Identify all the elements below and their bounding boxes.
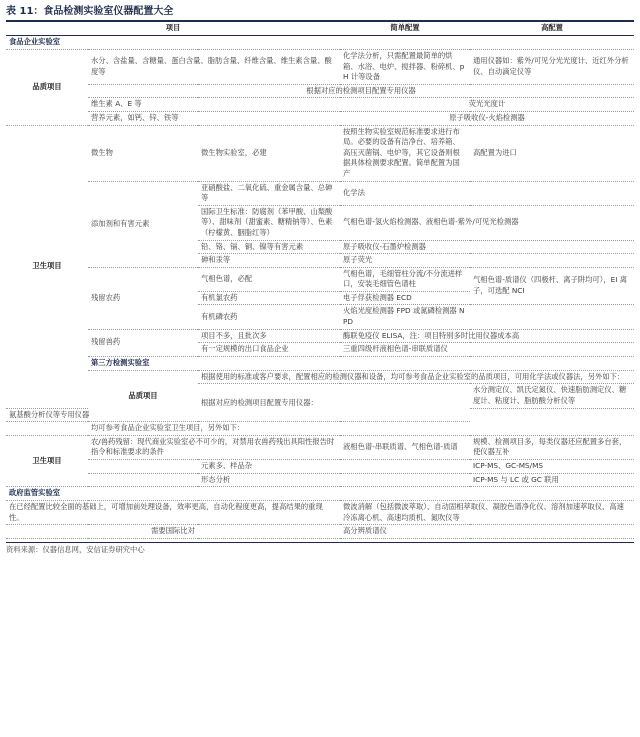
source-note: 资料来源：仪器信息网，安信证券研究中心 [6, 542, 634, 555]
high-cell: 高配置为进口 [470, 125, 634, 181]
simple-cell: 微波消解（包括微波萃取）、自动固相萃取仪、凝胶色谱净化仪、溶剂加速萃取仪、高速冷冻离心机、高速均质机、氮吹仪等 [340, 501, 634, 525]
item-cell: 砷和汞等 [198, 254, 340, 268]
item-cell: 根据对应的检测项目配置专用仪器： [198, 384, 470, 422]
section-title: 第三方检测实验室 [88, 356, 634, 370]
simple-cell: 气相色谱-氢火焰检测器、液相色谱-紫外/可见光检测器 [340, 205, 634, 240]
section-row [6, 487, 634, 501]
simple-cell: 火焰光度检测器 FPD 或氮磷检测器 NPD [340, 305, 470, 329]
high-cell: ICP-MS 与 LC 或 GC 联用 [470, 473, 634, 487]
table-row [6, 111, 634, 125]
subcategory-cell: 残留农药 [88, 267, 198, 329]
table-row [6, 435, 634, 459]
table-row [6, 98, 634, 112]
table-row [6, 84, 634, 98]
item-cell: 需要国际比对 [6, 525, 340, 539]
simple-cell: 原子吸收仪-石墨炉检测器 [340, 240, 634, 254]
simple-cell: 电子俘获检测器 ECD [340, 291, 470, 305]
item-cell: 亚硝酸盐、二氧化硫、重金属含量、总砷等 [198, 181, 340, 205]
high-cell: 气相色谱-质谱仪（四极杆、离子阱均可），EI 离子，可选配 NCI [470, 267, 634, 305]
high-cell: 荧光光度计 [340, 98, 634, 112]
simple-cell: 液相色谱-串联质谱、气相色谱-质谱 [340, 435, 470, 459]
table-caption: 表 11：食品检测实验室仪器配置大全 [6, 6, 174, 17]
blank-cell [6, 422, 88, 436]
text-cell: 均可参考食品企业实验室卫生项目，另外如下： [88, 422, 634, 436]
high-cell: 原子吸收仪-火焰检测器 [340, 111, 634, 125]
item-cell: 水分、含盐量、含糖量、蛋白含量、脂肪含量、纤维含量、维生素含量、酸度等 [88, 50, 340, 85]
item-cell: 铅、铬、镉、铜、镍等有害元素 [198, 240, 340, 254]
text-cell: 根据使用的标准或客户要求，配置相应的检测仪器和设备，均可参考食品企业实验室的品质项目，可用化学法或仪器法，另外如下： [198, 370, 634, 384]
item-cell: 气相色谱，必配 [198, 267, 340, 291]
simple-cell: 高分辨质谱仪 [340, 525, 634, 539]
simple-cell: 水分测定仪、凯氏定氮仪、快速脂肪测定仪、糖度计、粘度计、脂肪酸分析仪等 [470, 384, 634, 408]
simple-cell: 按照生物实验室规范标准要求进行布局。必要的设备有洁净台、培养箱、高压灭菌锅、电炉等，其它设备则根据具体检测要求配置。简单配置为国产 [340, 125, 470, 181]
table-row [6, 422, 634, 436]
table-row [6, 267, 634, 291]
high-cell-empty [470, 305, 634, 329]
table-row [6, 525, 634, 539]
high-cell: 规模、检测项目多，每类仪器还应配置多台套，使仪器互补 [470, 435, 634, 459]
table-row [6, 50, 634, 85]
table-row [6, 329, 634, 343]
item-cell: 在已经配置比较全面的基础上，可增加前处理设备，效率更高，自动化程度更高，提高结果的重现性。 [6, 501, 340, 525]
subcategory-cell: 添加剂和有害元素 [88, 181, 198, 267]
category-label: 品质项目 [88, 370, 198, 421]
item-cell: 项目不多，且批次多 [198, 329, 340, 343]
header-item: 项目 [6, 22, 340, 36]
item-cell: 有一定规模的出口食品企业 [198, 343, 340, 357]
section-title: 政府监管实验室 [6, 487, 634, 501]
item-cell: 维生素 A、E 等 [88, 98, 340, 112]
section-title: 食品企业实验室 [6, 36, 634, 50]
table-row [6, 125, 634, 181]
item-cell: 国际卫生标准：防腐剂（苯甲酸、山梨酸等）、甜味剂（甜蜜素、糖精钠等）、色素（柠檬黄、胭脂红等） [198, 205, 340, 240]
subcategory-cell: 残留兽药 [88, 329, 198, 356]
category-label: 卫生项目 [6, 435, 88, 486]
table-row [6, 501, 634, 525]
high-cell: ICP-MS、GC-MS/MS [470, 460, 634, 474]
category-label: 品质项目 [6, 50, 88, 126]
simple-cell: 原子荧光 [340, 254, 634, 268]
instrument-table [6, 22, 634, 539]
subcategory-cell: 微生物 [88, 125, 198, 181]
section-row [6, 356, 634, 370]
simple-cell: 化学法 [340, 181, 634, 205]
section-row [6, 36, 634, 50]
header-simple: 简单配置 [340, 22, 470, 36]
simple-cell: 化学法分析，只需配置最简单的烘箱、水浴、电炉、搅拌器、粉碎机、pH 计等设备 [340, 50, 470, 85]
simple-cell: 三重四级杆液相色谱-串联质谱仪 [340, 343, 634, 357]
item-cell: 农/兽药残留：现代商业实验室必不可少的，对禁用农兽药残出具阳性报告时指令和标准要求的条件 [88, 435, 340, 459]
item-cell: 营养元素，如钙、锌、铁等 [88, 111, 340, 125]
high-cell: 通用仪器如：紫外/可见分光光度计、近红外分析仪、自动滴定仪等 [470, 50, 634, 85]
note-cell: 根据对应的检测项目配置专用仪器 [88, 84, 634, 98]
item-cell: 微生物实验室，必建 [198, 125, 340, 181]
table-row [6, 473, 634, 487]
header-high: 高配置 [470, 22, 634, 36]
item-cell: 有机氯农药 [198, 291, 340, 305]
header-row [6, 22, 634, 36]
item-cell: 有机磷农药 [198, 305, 340, 329]
item-cell: 元素多、样品杂 [198, 460, 340, 474]
table-row [6, 460, 634, 474]
item-cell: 形态分析 [198, 473, 340, 487]
table-row [6, 181, 634, 205]
category-label: 卫生项目 [6, 125, 88, 408]
simple-cell: 酶联免疫仪 ELISA，注：项目特别多时比用仪器成本高 [340, 329, 634, 343]
document [6, 4, 634, 555]
simple-cell: 氨基酸分析仪等专用仪器 [6, 408, 198, 422]
table-row [6, 370, 634, 384]
simple-cell: 气相色谱，毛细管柱分流/不分流进样口，安装毛细管色谱柱 [340, 267, 470, 291]
